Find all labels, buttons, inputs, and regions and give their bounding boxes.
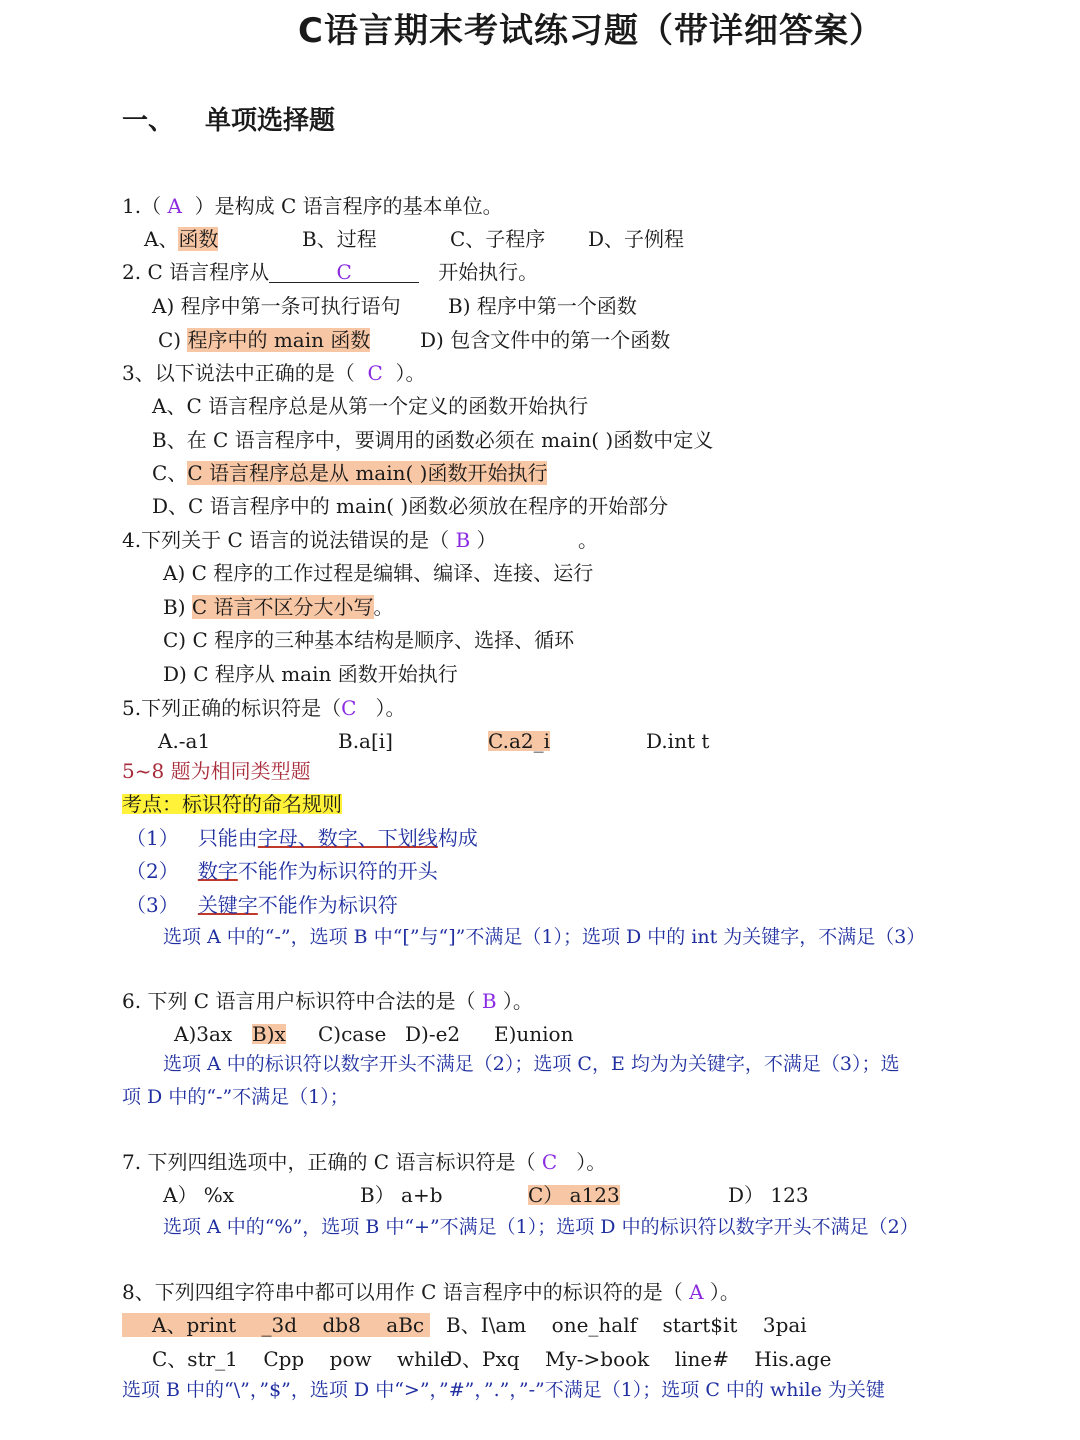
- q1-stem: ）是构成 C 语言程序的基本单位。: [194, 194, 503, 218]
- question-2: [122, 262, 538, 283]
- q8-option-a-text: A、print _3d db8 aBc: [152, 1313, 425, 1337]
- q7-prefix: 7. 下列四组选项中，正确的 C 语言标识符是（: [122, 1150, 536, 1174]
- q3-option-c: [152, 463, 547, 483]
- rule-2: [126, 861, 438, 881]
- rule-1-suffix: 构成: [437, 826, 478, 850]
- q7-answer: C: [541, 1150, 558, 1174]
- q1-answer: A: [167, 194, 182, 218]
- q6-option-b: B)x: [252, 1022, 286, 1046]
- q8-option-b: B、I\am one_half start$it 3pai: [446, 1313, 807, 1337]
- q7-suffix: ）。: [576, 1150, 607, 1174]
- q2-option-c-label: C): [158, 328, 182, 352]
- q2-option-c-text: 程序中的 main 函数: [187, 328, 371, 352]
- rule-3-underlined: 关键字: [197, 893, 258, 917]
- q6-option-c: C)case: [318, 1022, 387, 1046]
- question-1: [122, 196, 503, 216]
- section-title: 单项选择题: [205, 106, 336, 136]
- q6-prefix: 6. 下列 C 语言用户标识符中合法的是（: [122, 989, 476, 1013]
- q8-option-a: [122, 1313, 430, 1337]
- q6-option-d: D)-e2: [405, 1022, 461, 1046]
- note-key-point: 考点：标识符的命名规则: [122, 792, 342, 816]
- q3-option-a: A、C 语言程序总是从第一个定义的函数开始执行: [152, 394, 589, 418]
- q4-option-b-tail: 。: [373, 595, 394, 619]
- q5-option-c: C.a2_i: [488, 729, 550, 753]
- rule-3: [126, 895, 398, 915]
- q2-answer-blank: C: [269, 262, 419, 283]
- q1-option-c: C、子程序: [450, 227, 546, 251]
- note-range: 5~8 题为相同类型题: [122, 759, 311, 783]
- rule-2-number: （2）: [126, 859, 179, 883]
- q8-prefix: 8、下列四组字符串中都可以用作 C 语言程序中的标识符的是（: [122, 1280, 683, 1304]
- section-number: 一、: [122, 106, 175, 136]
- q8-option-d: D、Pxq My->book line# His.age: [446, 1347, 832, 1371]
- q5-option-a: A.-a1: [158, 729, 211, 753]
- q5-suffix: ）。: [375, 696, 406, 720]
- q4-option-d: D) C 程序从 main 函数开始执行: [163, 662, 458, 686]
- question-7: [122, 1152, 606, 1172]
- q8-explanation: 选项 B 中的“\”，”$”，选项 D 中“>”，”#”，”.”，”-”不满足（1）；选项 C 中的 while 为关键: [122, 1379, 885, 1401]
- rule-1-prefix: 只能由: [197, 826, 258, 850]
- q2-option-d: D) 包含文件中的第一个函数: [420, 328, 671, 352]
- q6-option-e: E)union: [494, 1022, 574, 1046]
- q2-option-a: A) 程序中第一条可执行语句: [152, 294, 401, 318]
- rule-1-number: （1）: [126, 826, 179, 850]
- q4-suffix: ）: [476, 528, 497, 552]
- page-title: C语言期末考试练习题（带详细答案）: [298, 11, 884, 51]
- q4-option-b: [163, 597, 394, 617]
- q3-option-d: D、C 语言程序中的 main( )函数必须放在程序的开始部分: [152, 494, 669, 518]
- q1-prefix: 1.（: [122, 194, 162, 218]
- q4-option-b-text: C 语言不区分大小写: [191, 595, 374, 619]
- q8-suffix: ）。: [709, 1280, 740, 1304]
- rule-1-underlined: 字母、数字、下划线: [257, 826, 438, 850]
- q6-explanation-line2: 项 D 中的“-”不满足（1）；: [122, 1086, 349, 1108]
- q5-option-d: D.int t: [646, 729, 710, 753]
- q5-option-b: B.a[i]: [338, 729, 393, 753]
- question-4: [122, 530, 497, 550]
- q3-prefix: 3、以下说法中正确的是（: [122, 361, 355, 385]
- q4-option-c: C) C 程序的三种基本结构是顺序、选择、循环: [163, 628, 575, 652]
- rule-3-suffix: 不能作为标识符: [257, 893, 398, 917]
- q7-option-b: B） a+b: [360, 1183, 443, 1207]
- q4-prefix: 4.下列关于 C 语言的说法错误的是（: [122, 528, 450, 552]
- q2-option-c: [158, 330, 370, 350]
- q7-option-a: A） %x: [163, 1183, 235, 1207]
- q8-option-c: C、str_1 Cpp pow while: [152, 1347, 452, 1371]
- q4-option-b-label: B): [163, 595, 186, 619]
- q7-option-c: C） a123: [528, 1183, 620, 1207]
- q1-option-a-label: A、: [144, 227, 179, 251]
- q3-suffix: ）。: [395, 361, 426, 385]
- q7-explanation: 选项 A 中的“%”，选项 B 中“+”不满足（1）；选项 D 中的标识符以数字开头不满足（2）: [163, 1216, 919, 1238]
- rule-2-suffix: 不能作为标识符的开头: [237, 859, 438, 883]
- q8-answer: A: [689, 1280, 704, 1304]
- q6-explanation-line1: 选项 A 中的标识符以数字开头不满足（2）；选项 C，E 均为为关键字，不满足（3）；选: [163, 1053, 900, 1075]
- question-8: [122, 1282, 740, 1302]
- q6-suffix: ）。: [502, 989, 533, 1013]
- question-5: [122, 698, 405, 718]
- q6-option-a: A)3ax: [174, 1022, 233, 1046]
- q4-option-a: A) C 程序的工作过程是编辑、编译、连接、运行: [163, 561, 594, 585]
- rule-1: [126, 828, 478, 848]
- q5-prefix: 5.下列正确的标识符是（: [122, 696, 342, 720]
- q4-answer: B: [455, 528, 471, 552]
- q7-option-d: D） 123: [728, 1183, 809, 1207]
- q1-option-a: [144, 229, 218, 249]
- q2-stem: 开始执行。: [438, 260, 539, 284]
- q3-answer: C: [367, 361, 383, 385]
- q5-explanation: 选项 A 中的“-”，选项 B 中“[”与“]”不满足（1）；选项 D 中的 int 为关键字，不满足（3）: [163, 926, 926, 948]
- rule-2-underlined: 数字: [197, 859, 238, 883]
- q1-option-a-text: 函数: [178, 227, 219, 251]
- q1-option-b: B、过程: [302, 227, 377, 251]
- q2-option-b: B) 程序中第一个函数: [448, 294, 637, 318]
- q6-answer: B: [481, 989, 497, 1013]
- q2-prefix: 2. C 语言程序从: [122, 260, 270, 284]
- question-6: [122, 991, 533, 1011]
- q1-option-d: D、子例程: [588, 227, 685, 251]
- q3-option-c-label: C、: [152, 461, 188, 485]
- q3-option-c-text: C 语言程序总是从 main( )函数开始执行: [187, 461, 548, 485]
- q3-option-b: B、在 C 语言程序中，要调用的函数必须在 main( )函数中定义: [152, 428, 714, 452]
- question-3: [122, 363, 425, 383]
- rule-3-number: （3）: [126, 893, 179, 917]
- q4-dot: 。: [578, 528, 598, 552]
- q5-answer: C: [341, 696, 357, 720]
